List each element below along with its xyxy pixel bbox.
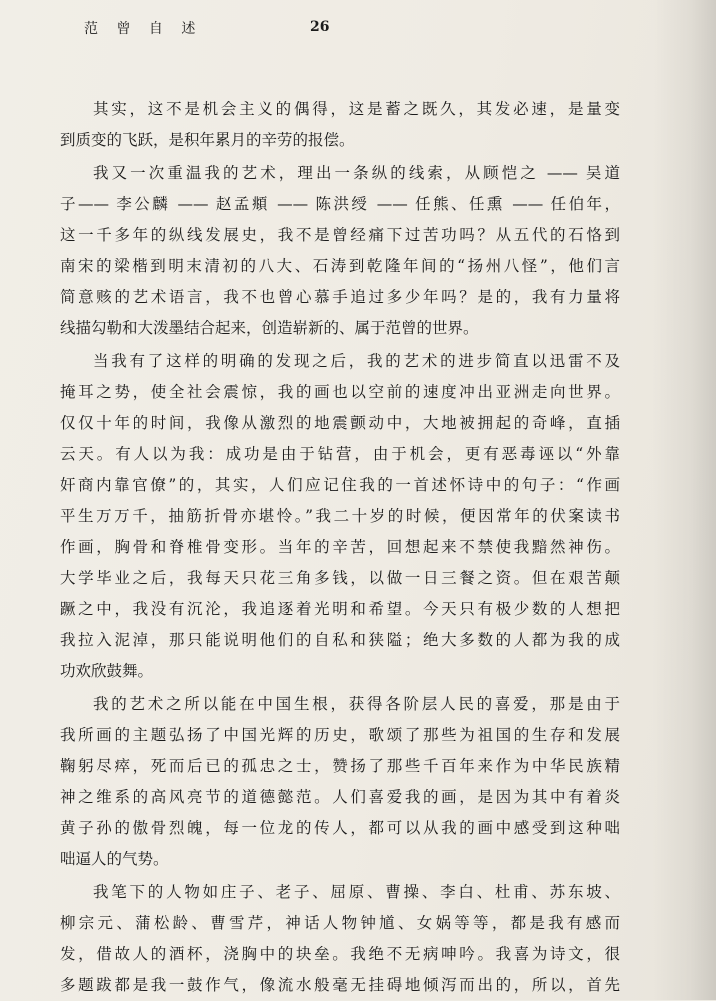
text-line: 线描勾勒和大泼墨结合起来，创造崭新的、属于范曾的世界。 (60, 319, 479, 337)
text-line: 其实，这不是机会主义的偶得，这是蓄之既久，其发必速，是量变 (93, 100, 620, 118)
text-line: 我所画的主题弘扬了中国光辉的历史，歌颂了那些为祖国的生存和发展 (60, 726, 620, 744)
text-line: 发，借故人的酒杯，浇胸中的块垒。我绝不无病呻吟。我喜为诗文，很 (60, 945, 620, 963)
text-line: 奸商内靠官僚”的，其实，人们应记住我的一首述怀诗中的句子：“作画 (60, 476, 620, 494)
text-line: 掩耳之势，使全社会震惊，我的画也以空前的速度冲出亚洲走向世界。 (60, 383, 620, 401)
binding-shadow (652, 0, 716, 1000)
running-head: 范 曾 自 述 (84, 21, 203, 37)
paragraph-4 (60, 689, 620, 875)
text-line: 我拉入泥淖，那只能说明他们的自私和狭隘；绝大多数的人都为我的成 (60, 631, 620, 649)
paragraph-3 (60, 346, 620, 687)
text-line: 蹶之中，我没有沉沦，我追逐着光明和希望。今天只有极少数的人想把 (60, 600, 620, 618)
text-line: 平生万万千，抽筋折骨亦堪怜。”我二十岁的时候，便因常年的伏案读书 (60, 507, 620, 525)
text-line: 到质变的飞跃，是积年累月的辛劳的报偿。 (60, 131, 355, 149)
text-line: 这一千多年的纵线发展史，我不是曾经痛下过苦功吗？从五代的石恪到 (60, 226, 620, 244)
text-line: 简意赅的艺术语言，我不也曾心慕手追过多少年吗？是的，我有力量将 (60, 288, 620, 306)
text-line: 咄逼人的气势。 (60, 850, 169, 868)
text-line: 我的艺术之所以能在中国生根，获得各阶层人民的喜爱，那是由于 (93, 695, 620, 713)
text-line: 柳宗元、蒲松龄、曹雪芹，神话人物钟馗、女娲等等，都是我有感而 (60, 914, 620, 932)
text-line: 南宋的梁楷到明末清初的八大、石涛到乾隆年间的“扬州八怪”，他们言 (60, 257, 620, 275)
paragraph-2 (60, 158, 620, 344)
text-line: 鞠躬尽瘁，死而后已的孤忠之士，赞扬了那些千百年来作为中华民族精 (60, 757, 620, 775)
text-line: 大学毕业之后，我每天只花三角多钱，以做一日三餐之资。但在艰苦颠 (60, 569, 620, 587)
text-line: 我又一次重温我的艺术，理出一条纵的线索，从顾恺之 —— 吴道 (93, 164, 620, 182)
text-line: 云天。有人以为我：成功是由于钻营，由于机会，更有恶毒诬以“外靠 (60, 445, 620, 463)
text-line: 黄子孙的傲骨烈魄，每一位龙的传人，都可以从我的画中感受到这种咄 (60, 819, 620, 837)
text-line: 功欢欣鼓舞。 (60, 662, 154, 680)
text-line: 我笔下的人物如庄子、老子、屈原、曹操、李白、杜甫、苏东坡、 (93, 883, 620, 901)
text-line: 子—— 李公麟 —— 赵孟頫 —— 陈洪绶 —— 任熊、任熏 —— 任伯年， (60, 195, 620, 213)
text-line: 仅仅十年的时间，我像从激烈的地震颤动中，大地被拥起的奇峰，直插 (60, 414, 620, 432)
text-line: 当我有了这样的明确的发现之后，我的艺术的进步简直以迅雷不及 (93, 352, 620, 370)
paragraph-1 (60, 94, 620, 156)
text-line: 神之维系的高风亮节的道德懿范。人们喜爱我的画，是因为其中有着炎 (60, 788, 620, 806)
paragraph-5 (60, 877, 620, 1001)
page-number: 26 (310, 19, 330, 35)
text-line: 作画，胸骨和脊椎骨变形。当年的辛苦，回想起来不禁使我黯然神伤。 (60, 538, 620, 556)
body-text (60, 94, 620, 1001)
text-line: 多题跋都是我一鼓作气，像流水般毫无挂碍地倾泻而出的，所以，首先 (60, 976, 620, 994)
